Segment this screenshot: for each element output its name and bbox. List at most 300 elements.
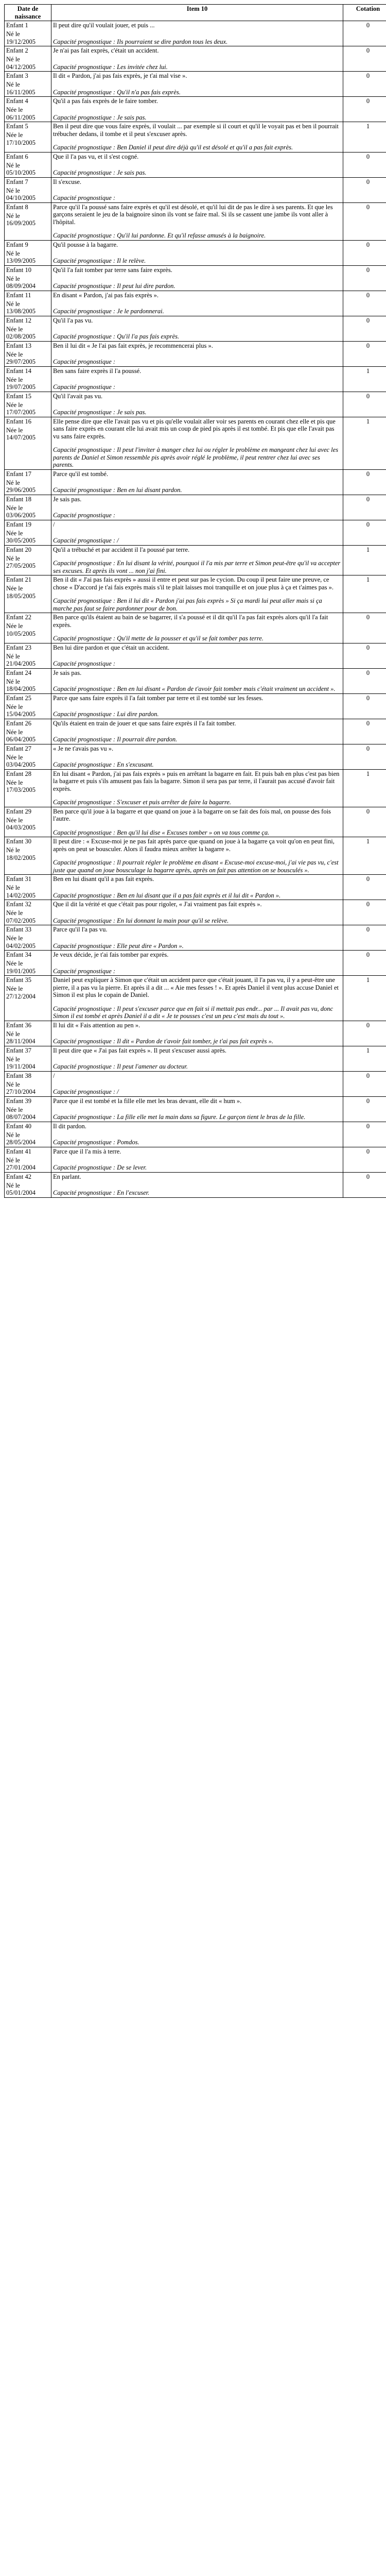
prognostic-remark: Capacité prognostique : Ben Daniel il peut dire déjà qu'il est désolé et qu'il a pas fait exprès.	[53, 144, 293, 151]
score-cell: 0	[343, 1021, 386, 1046]
prognostic-remark: Capacité prognostique : Les invitée chez lui.	[53, 63, 168, 71]
birth-date: 08/09/2004	[6, 282, 36, 290]
prognostic-remark: Capacité prognostique :	[53, 194, 116, 201]
birth-info	[6, 162, 49, 177]
table-row	[5, 1046, 386, 1071]
birth-info	[6, 401, 49, 416]
score-cell: 0	[343, 152, 386, 177]
response-text: En disant « Pardon, j'ai pas fais exprès ».	[53, 291, 159, 299]
birth-date: 19/12/2005	[6, 38, 36, 45]
birth-cell	[5, 341, 51, 366]
birth-cell	[5, 1122, 51, 1147]
table-row	[5, 21, 386, 46]
header-birthdate: Date de naissance	[5, 5, 51, 21]
child-label: Enfant 15	[6, 392, 31, 400]
score-cell: 1	[343, 575, 386, 613]
birth-info	[6, 754, 49, 769]
response-cell	[51, 807, 343, 837]
child-label: Enfant 30	[6, 838, 31, 845]
born-label: Née le	[6, 728, 23, 736]
score-cell: 0	[343, 693, 386, 719]
child-label: Enfant 3	[6, 72, 28, 79]
response-text: /	[53, 520, 55, 528]
prognostic-remark: Capacité prognostique : Ils pourraient se dire pardon tous les deux.	[53, 38, 228, 45]
table-row	[5, 693, 386, 719]
birth-info	[6, 703, 49, 718]
born-label: Né le	[6, 56, 20, 63]
response-text: Il lui dit « Fais attention au pen ».	[53, 1021, 141, 1029]
birth-info	[6, 817, 49, 832]
score-cell: 0	[343, 265, 386, 291]
child-label: Enfant 7	[6, 178, 28, 185]
birth-date: 29/07/2005	[6, 358, 36, 365]
born-label: Né le	[6, 1080, 20, 1088]
score-cell: 0	[343, 1147, 386, 1172]
response-cell	[51, 575, 343, 613]
response-cell	[51, 900, 343, 925]
response-text: Que il l'a pas vu, et il s'est cogné.	[53, 152, 139, 160]
prognostic-remark: Capacité prognostique : Il pourrait régler le problème en disant « Excuse-moi excuse-moi, j'ai vie pas vu, c'est juste que quand on joue bousculage la bagarre après, après on fait pas attention on se bousculés ».	[53, 859, 339, 874]
birth-info	[6, 131, 49, 146]
child-label: Enfant 1	[6, 22, 28, 29]
score-cell: 0	[343, 613, 386, 643]
birth-info	[6, 884, 49, 899]
birth-date: 19/07/2005	[6, 383, 36, 391]
results-table	[4, 4, 386, 1198]
response-cell	[51, 291, 343, 316]
child-label: Enfant 21	[6, 576, 31, 583]
score-cell: 0	[343, 643, 386, 668]
child-label: Enfant 42	[6, 1173, 31, 1180]
child-label: Enfant 5	[6, 123, 28, 130]
response-text: « Je ne t'avais pas vu ».	[53, 744, 114, 752]
child-label: Enfant 32	[6, 901, 31, 908]
response-cell	[51, 152, 343, 177]
birth-cell	[5, 291, 51, 316]
score-cell: 0	[343, 1096, 386, 1122]
birth-info	[6, 779, 49, 794]
birth-info	[6, 622, 49, 637]
birth-date: 07/02/2005	[6, 917, 36, 924]
child-label: Enfant 18	[6, 495, 31, 503]
born-label: Né le	[6, 161, 20, 169]
child-label: Enfant 31	[6, 875, 31, 883]
prognostic-remark: Capacité prognostique : Ben en lui disant que il a pas fait exprès et il lui dit « Pardon ».	[53, 891, 281, 899]
birth-date: 17/10/2005	[6, 139, 36, 146]
score-cell: 0	[343, 177, 386, 202]
prognostic-remark: Capacité prognostique : Il pourrait dire pardon.	[53, 736, 178, 743]
birth-date: 04/12/2005	[6, 63, 36, 71]
score-cell: 0	[343, 744, 386, 769]
table-row	[5, 807, 386, 837]
birth-info	[6, 728, 49, 743]
response-text: En parlant.	[53, 1173, 81, 1180]
prognostic-remark: Capacité prognostique : Ben en lui disant pardon.	[53, 486, 182, 494]
birth-cell	[5, 177, 51, 202]
birth-date: 16/11/2005	[6, 88, 36, 96]
child-label: Enfant 22	[6, 614, 31, 621]
born-label: Née le	[6, 376, 23, 383]
born-label: Né le	[6, 1156, 20, 1164]
child-label: Enfant 38	[6, 1072, 31, 1079]
score-cell: 0	[343, 719, 386, 744]
response-cell	[51, 837, 343, 875]
table-row	[5, 202, 386, 240]
response-cell	[51, 976, 343, 1021]
born-label: Née le	[6, 622, 23, 630]
table-body	[5, 21, 386, 1198]
birth-date: 29/06/2005	[6, 486, 36, 494]
prognostic-remark: Capacité prognostique : /	[53, 1088, 119, 1095]
response-text: Parce que il est tombé et la fille elle met les bras devant, elle dit « hum ».	[53, 1097, 242, 1105]
birth-info	[6, 1131, 49, 1146]
table-row	[5, 951, 386, 976]
response-text: Qu'il l'a fait tomber par terre sans faire exprès.	[53, 266, 172, 274]
score-cell: 0	[343, 1172, 386, 1197]
response-cell	[51, 341, 343, 366]
birth-info	[6, 585, 49, 600]
response-cell	[51, 1122, 343, 1147]
birth-cell	[5, 122, 51, 152]
table-row	[5, 1172, 386, 1197]
child-label: Enfant 6	[6, 152, 28, 160]
birth-cell	[5, 469, 51, 495]
response-text: Qu'il a pas fais exprès de le faire tomber.	[53, 97, 158, 105]
birth-info	[6, 1182, 49, 1197]
response-cell	[51, 21, 343, 46]
birth-info	[6, 212, 49, 227]
birth-date: 21/04/2005	[6, 660, 36, 667]
response-cell	[51, 469, 343, 495]
child-label: Enfant 13	[6, 342, 31, 349]
prognostic-remark: Capacité prognostique : Qu'il n'a pas fais exprès.	[53, 88, 181, 96]
prognostic-remark: Capacité prognostique : Ben qu'il lui dise « Excuses tomber » on va tous comme ça.	[53, 828, 270, 836]
prognostic-remark: Capacité prognostique : S'excuser et puis arrêter de faire la bagarre.	[53, 799, 232, 806]
born-label: Née le	[6, 585, 23, 592]
table-row	[5, 575, 386, 613]
birth-date: 18/02/2005	[6, 854, 36, 861]
born-label: Née le	[6, 753, 23, 761]
child-label: Enfant 29	[6, 807, 31, 815]
table-row	[5, 925, 386, 951]
birth-cell	[5, 265, 51, 291]
response-cell	[51, 417, 343, 469]
child-label: Enfant 9	[6, 241, 28, 248]
prognostic-remark: Capacité prognostique : Qu'il lui pardonne. Et qu'il refasse amusés à la baignoire.	[53, 232, 266, 239]
response-cell	[51, 925, 343, 951]
response-cell	[51, 1147, 343, 1172]
response-text: Ben il peut dire que vous faire exprès, il voulait ... par exemple si il court et qu'il le voyait pas et ben il pourrait trébucher dedans, il tombe et il peut s'excuser après.	[53, 123, 339, 138]
score-cell: 1	[343, 545, 386, 575]
table-row	[5, 875, 386, 900]
birth-info	[6, 81, 49, 96]
response-text: Parce que sans faire exprès il l'a fait tomber par terre et il est tombé sur les fesses.	[53, 694, 264, 702]
prognostic-remark: Capacité prognostique :	[53, 358, 116, 365]
birth-cell	[5, 693, 51, 719]
birth-info	[6, 326, 49, 341]
birth-date: 28/05/2004	[6, 1139, 36, 1146]
table-row	[5, 900, 386, 925]
response-text: Ben parce qu'il joue à la bagarre et que quand on joue à la bagarre on se fait des fois mal, on pousse des fois l'autre.	[53, 807, 331, 822]
birth-cell	[5, 976, 51, 1021]
born-label: Née le	[6, 426, 23, 434]
birth-cell	[5, 1046, 51, 1071]
response-text: Parce que il l'a mis à terre.	[53, 1147, 121, 1155]
child-label: Enfant 41	[6, 1147, 31, 1155]
response-cell	[51, 744, 343, 769]
score-cell: 1	[343, 976, 386, 1021]
birth-cell	[5, 613, 51, 643]
child-label: Enfant 40	[6, 1122, 31, 1130]
score-cell: 0	[343, 875, 386, 900]
child-label: Enfant 12	[6, 316, 31, 324]
born-label: Né le	[6, 479, 20, 486]
birth-info	[6, 678, 49, 693]
table-row	[5, 719, 386, 744]
table-row	[5, 744, 386, 769]
response-cell	[51, 1046, 343, 1071]
response-cell	[51, 951, 343, 976]
table-row	[5, 291, 386, 316]
response-text: Que il dit la vérité et que c'était pas pour rigoler, « J'ai vraiment pas fait exprès ».	[53, 901, 262, 908]
prognostic-remark: Capacité prognostique :	[53, 660, 116, 667]
response-text: Qu'ils étaient en train de jouer et que sans faire exprès il l'a fait tomber.	[53, 719, 236, 727]
birth-date: 06/11/2005	[6, 113, 36, 121]
response-text: Parce qu'il est tombé.	[53, 470, 109, 478]
score-cell: 1	[343, 417, 386, 469]
response-cell	[51, 72, 343, 97]
score-cell: 0	[343, 1071, 386, 1096]
response-cell	[51, 668, 343, 693]
response-text: Parce qu'il l'a poussé sans faire exprès et qu'il est désolé, et qu'il lui dit de pas le dire à ses parents. Et que les garçons seraient le jeu de la baignoire sinon ils vont se faire mal. Si ils se cassent une jambe ils vont aller à l'hôpital.	[53, 203, 333, 226]
response-cell	[51, 613, 343, 643]
response-cell	[51, 1096, 343, 1122]
child-label: Enfant 10	[6, 266, 31, 274]
score-cell: 0	[343, 291, 386, 316]
prognostic-remark: Capacité prognostique : Qu'il mette de la pousser et qu'il se fait tomber pas terre.	[53, 635, 264, 642]
prognostic-remark: Capacité prognostique : Je sais pas.	[53, 169, 147, 176]
response-text: Je sais pas.	[53, 669, 82, 676]
birth-cell	[5, 202, 51, 240]
prognostic-remark: Capacité prognostique : Pomdos.	[53, 1139, 139, 1146]
birth-date: 05/01/2004	[6, 1189, 36, 1196]
birth-cell	[5, 951, 51, 976]
birth-date: 27/01/2004	[6, 1164, 36, 1171]
score-cell: 0	[343, 202, 386, 240]
table-row	[5, 316, 386, 341]
birth-info	[6, 960, 49, 975]
born-label: Née le	[6, 504, 23, 512]
response-text: Ben il dit « J'ai pas fais exprès » aussi il entre et peut sur pas le cycion. Du coup il peut faire une preuve, ce chose « D'accord je t'ai fais exprès mais s'il te plait laisses moi tranquille et on joue plus à ça et t'aimes pas ».	[53, 576, 334, 591]
child-label: Enfant 36	[6, 1021, 31, 1029]
score-cell: 0	[343, 469, 386, 495]
header-score: Cotation	[343, 5, 386, 21]
birth-info	[6, 1106, 49, 1121]
birth-date: 02/08/2005	[6, 333, 36, 340]
score-cell: 0	[343, 495, 386, 520]
birth-cell	[5, 152, 51, 177]
birth-date: 27/05/2005	[6, 562, 36, 569]
born-label: Née le	[6, 935, 23, 942]
table-row	[5, 1021, 386, 1046]
born-label: Née le	[6, 703, 23, 710]
response-text: Ben lui dire pardon et que c'était un accident.	[53, 643, 170, 651]
prognostic-remark: Capacité prognostique : Je le pardonnerai.	[53, 308, 164, 315]
score-cell: 0	[343, 21, 386, 46]
table-row	[5, 1096, 386, 1122]
birth-date: 13/09/2005	[6, 257, 36, 264]
born-label: Né le	[6, 884, 20, 891]
birth-cell	[5, 417, 51, 469]
response-text: Il peut dire que « J'ai pas fait exprès ». Il peut s'excuser aussi après.	[53, 1046, 227, 1054]
birth-info	[6, 376, 49, 391]
birth-info	[6, 300, 49, 315]
birth-date: 04/03/2005	[6, 824, 36, 831]
birth-cell	[5, 495, 51, 520]
prognostic-remark: Capacité prognostique : En l'excuser.	[53, 1189, 150, 1196]
born-label: Né le	[6, 81, 20, 88]
response-text: Qu'il l'a pas vu.	[53, 316, 93, 324]
birth-info	[6, 909, 49, 924]
response-text: Il s'excuse.	[53, 178, 82, 185]
response-cell	[51, 643, 343, 668]
birth-cell	[5, 366, 51, 392]
response-text: Elle pense dire que elle l'avait pas vu et pis qu'elle voulait aller voir ses parents en courant chez elle et pis que sans faire exprès en courant elle lui avait mis un coup de pied pis après il est tombé. Et pis que elle l'avait pas vu sans faire exprès.	[53, 417, 336, 440]
prognostic-remark: Capacité prognostique : Qu'il l'a pas fais exprès.	[53, 333, 180, 340]
response-text: Il dit « Pardon, j'ai pas fais exprès, je t'ai mal vise ».	[53, 72, 187, 79]
birth-date: 04/02/2005	[6, 942, 36, 950]
prognostic-remark: Capacité prognostique : Il le relève.	[53, 257, 146, 264]
birth-date: 27/12/2004	[6, 992, 36, 1000]
birth-date: 30/05/2005	[6, 537, 36, 544]
birth-info	[6, 1081, 49, 1096]
table-row	[5, 341, 386, 366]
response-cell	[51, 240, 343, 265]
response-cell	[51, 97, 343, 122]
born-label: Né le	[6, 1055, 20, 1063]
response-text: Qu'il l'avait pas vu.	[53, 392, 103, 400]
birth-info	[6, 106, 49, 121]
born-label: Né le	[6, 187, 20, 194]
born-label: Né le	[6, 275, 20, 282]
header-row	[5, 5, 386, 21]
birth-date: 14/07/2005	[6, 434, 36, 441]
response-text: Qu'il pousse à la bagarre.	[53, 241, 118, 248]
response-text: Il peut dire qu'il voulait jouer, et puis ...	[53, 22, 155, 29]
birth-date: 13/08/2005	[6, 308, 36, 315]
child-label: Enfant 20	[6, 546, 31, 553]
score-cell: 0	[343, 392, 386, 417]
birth-date: 17/03/2005	[6, 786, 36, 793]
birth-info	[6, 187, 49, 202]
birth-info	[6, 653, 49, 668]
child-label: Enfant 17	[6, 470, 31, 478]
prognostic-remark: Capacité prognostique : Il peut s'excuser parce que en fait si il mettait pas endr... par ... Il avait pas vu, donc Simon il est tombé et après Daniel il a dit « Je te pousses c'est un peu c'est mais du tout ».	[53, 1005, 334, 1020]
birth-date: 10/05/2005	[6, 630, 36, 637]
born-label: Né le	[6, 846, 20, 854]
born-label: Né le	[6, 1131, 20, 1139]
birth-cell	[5, 97, 51, 122]
response-text: En lui disant « Pardon, j'ai pas fais exprès » puis en arrêtant la bagarre en fait. Et puis bah en plus c'est pas bien la bagarre et puis s'ils amusent pas fais la bagarre. Simon il sera pas par terre, il l'aurait pas accusé d'avoir fait exprès.	[53, 770, 340, 792]
birth-date: 16/09/2005	[6, 219, 36, 227]
birth-date: 28/11/2004	[6, 1038, 36, 1045]
birth-cell	[5, 925, 51, 951]
birth-info	[6, 427, 49, 442]
prognostic-remark: Capacité prognostique : Je sais pas.	[53, 113, 147, 121]
score-cell: 0	[343, 668, 386, 693]
table-row	[5, 265, 386, 291]
prognostic-remark: Capacité prognostique :	[53, 512, 116, 519]
birth-info	[6, 985, 49, 1000]
prognostic-remark: Capacité prognostique : /	[53, 537, 119, 544]
born-label: Né le	[6, 1030, 20, 1038]
birth-cell	[5, 719, 51, 744]
born-label: Né le	[6, 652, 20, 660]
table-row	[5, 976, 386, 1021]
table-row	[5, 837, 386, 875]
born-label: Née le	[6, 1106, 23, 1113]
response-cell	[51, 545, 343, 575]
response-text: Ben il lui dit « Je l'ai pas fait exprès, je recommencerai plus ».	[53, 342, 213, 349]
response-text: Je n'ai pas fait exprès, c'était un accident.	[53, 47, 159, 54]
birth-date: 18/05/2005	[6, 592, 36, 600]
child-label: Enfant 27	[6, 744, 31, 752]
birth-cell	[5, 392, 51, 417]
child-label: Enfant 39	[6, 1097, 31, 1105]
prognostic-remark: Capacité prognostique : Il dit « Pardon de t'avoir fait tomber, je t'ai pas fait exprès ».	[53, 1038, 273, 1045]
score-cell: 0	[343, 900, 386, 925]
birth-date: 15/04/2005	[6, 710, 36, 718]
birth-info	[6, 275, 49, 290]
born-label: Né le	[6, 249, 20, 257]
prognostic-remark: Capacité prognostique : Il peut lui dire pardon.	[53, 282, 176, 290]
prognostic-remark: Capacité prognostique : De se lever.	[53, 1164, 147, 1171]
child-label: Enfant 28	[6, 770, 31, 777]
score-cell: 0	[343, 97, 386, 122]
birth-date: 03/04/2005	[6, 761, 36, 768]
birth-cell	[5, 1071, 51, 1096]
birth-date: 19/01/2005	[6, 967, 36, 975]
response-text: Il peut dire : « Excuse-moi je ne pas fait après parce que quand on joue à la bagarre ça voit qu'on en peut fini, après on peut se bousculer. Alors il faudra mieux arrêter la bagarre ».	[53, 838, 335, 853]
response-cell	[51, 46, 343, 72]
prognostic-remark: Capacité prognostique : Elle peut dire « Pardon ».	[53, 942, 184, 950]
birth-cell	[5, 316, 51, 341]
child-label: Enfant 11	[6, 291, 31, 299]
table-row	[5, 72, 386, 97]
response-cell	[51, 177, 343, 202]
child-label: Enfant 33	[6, 926, 31, 933]
table-row	[5, 392, 386, 417]
response-cell	[51, 392, 343, 417]
child-label: Enfant 2	[6, 47, 28, 54]
response-cell	[51, 693, 343, 719]
birth-date: 08/07/2004	[6, 1113, 36, 1121]
birth-info	[6, 351, 49, 366]
prognostic-remark: Capacité prognostique : En lui disant la vérité, pourquoi il l'a mis par terre et Simon peut-être qu'il va accepter ses excuses. Et après ils vont ... non j'ai fini.	[53, 560, 341, 574]
prognostic-remark: Capacité prognostique : Ben en lui disant « Pardon de t'avoir fait tomber mais c'était vraiment un accident ».	[53, 685, 336, 692]
child-label: Enfant 16	[6, 417, 31, 425]
table-row	[5, 122, 386, 152]
score-cell: 0	[343, 951, 386, 976]
birth-info	[6, 250, 49, 265]
child-label: Enfant 24	[6, 669, 31, 676]
table-row	[5, 1071, 386, 1096]
score-cell: 1	[343, 366, 386, 392]
response-cell	[51, 875, 343, 900]
prognostic-remark: Capacité prognostique : Il peut l'inviter à manger chez lui ou régler le problème en mangeant chez lui avec les parents de Daniel et Simon ressemble pis après avoir réglé le problème, il peut rentrer chez lui avec ses parents.	[53, 446, 339, 468]
child-label: Enfant 35	[6, 976, 31, 984]
birth-cell	[5, 1147, 51, 1172]
